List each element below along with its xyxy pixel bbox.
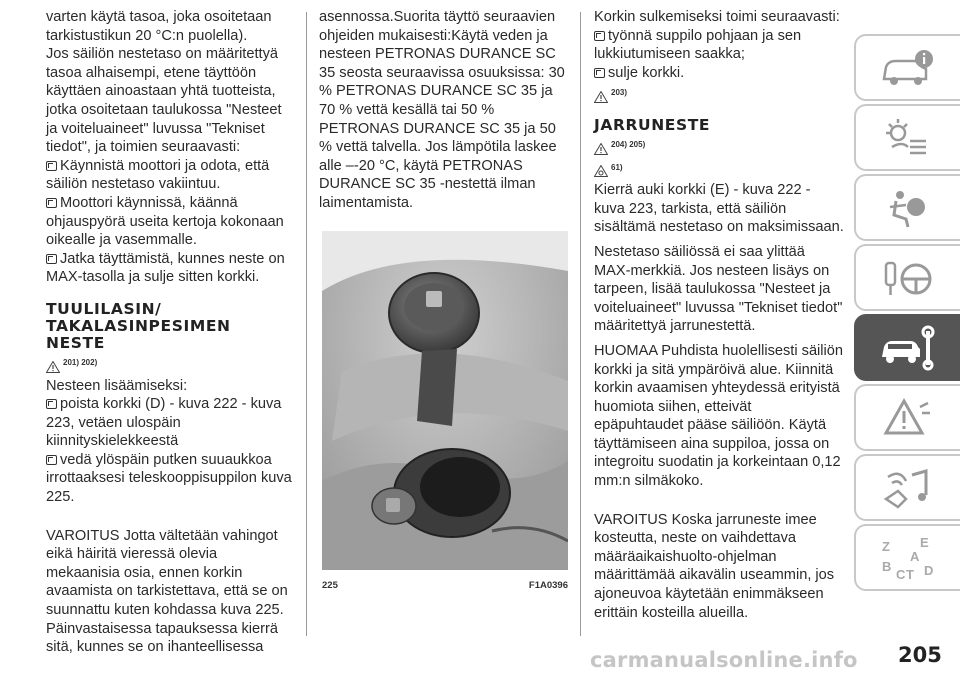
washer-reservoir-photo — [322, 231, 568, 570]
airbag-seat-icon — [876, 183, 940, 233]
paragraph: HUOMAA Puhdista huolellisesti säiliön korkki ja sitä ympäröivä alue. Kiinnitä korkin avaamisen yhteydessä erityistä huomiota siihen, etteivät epäpuhtaudet pääse säiliöön. Käytä täyttämiseen aina suppiloa, jossa on integroitu suodatin ja korkeintaan 0,12 mm:n silmäkoko. — [594, 342, 844, 490]
text-column-2 — [319, 8, 565, 213]
chapter-tabs — [854, 34, 960, 594]
paragraph: varten käytä tasoa, joka osoitetaan tarkistustikun 20 °C:n puolella). — [46, 9, 272, 44]
car-info-icon — [876, 43, 940, 93]
caution-triangle-icon — [594, 165, 608, 177]
caution-refs: 61) — [594, 159, 844, 178]
index-letters-icon — [876, 533, 940, 583]
key-steering-icon — [876, 253, 940, 303]
media-music-icon — [876, 463, 940, 513]
tab-key-steering[interactable] — [854, 244, 960, 311]
tab-warning[interactable] — [854, 384, 960, 451]
index-letter: A — [910, 548, 920, 564]
index-letter: C — [896, 566, 906, 582]
paragraph: Kierrä auki korkki (E) - kuva 222 - kuva 223, tarkista, että säiliön sisältämä nestetaso on maksimissaan. — [594, 182, 844, 236]
car-wrench-icon — [876, 323, 940, 373]
paragraph: Korkin sulkemiseksi toimi seuraavasti: — [594, 9, 840, 25]
page-number: 205 — [898, 643, 942, 667]
paragraph: asennossa.Suorita täyttö seuraavien ohjeiden mukaisesti:Käytä veden ja nesteen PETRONAS DURANCE SC 35 seosta seuraavissa osuuksissa: 30 % PETRONAS DURANCE SC 35 ja 70 % vettä kesällä tai 50 % PETRONAS DURANCE SC 35 ja 50 % vettä talvella. Jos lämpötila laskee alle –-20 °C, käytä PETRONAS DURANCE SC 35 -nestettä ilman laimentamista. — [319, 9, 565, 211]
warning-triangle-icon — [46, 361, 60, 373]
bullet-icon — [46, 198, 57, 208]
tab-dashboard-lights[interactable] — [854, 104, 960, 171]
bullet-icon — [46, 254, 57, 264]
bullet-item: Moottori käynnissä, käännä ohjauspyörä useita kertoja kokonaan oikealle ja vasemmalle. — [46, 194, 284, 249]
column-divider-left — [306, 12, 307, 636]
bullet-icon — [46, 399, 57, 409]
warning-refs: 201) 202) — [46, 354, 294, 373]
index-letter: E — [920, 534, 929, 550]
tab-airbag-seat[interactable] — [854, 174, 960, 241]
bullet-item: poista korkki (D) - kuva 222 - kuva 223, vetäen ulospäin kiinnityskielekkeestä — [46, 396, 282, 450]
bullet-icon — [46, 161, 57, 171]
bullet-item: Käynnistä moottori ja odota, että säiliön nestetaso vakiintuu. — [46, 157, 270, 193]
index-letter: T — [906, 566, 914, 582]
bullet-icon — [46, 455, 57, 465]
tab-car-wrench[interactable] — [854, 314, 960, 381]
figure-washer-reservoir — [322, 231, 568, 570]
index-letter: Z — [882, 538, 890, 554]
tab-media[interactable] — [854, 454, 960, 521]
section-heading: JARRUNESTE — [594, 115, 711, 134]
section-heading: TUULILASIN/ TAKALASINPESIMEN NESTE — [46, 299, 231, 352]
column-divider-right — [580, 12, 581, 636]
paragraph: Nesteen lisäämiseksi: — [46, 377, 188, 394]
text-column-1 — [46, 8, 294, 657]
warning-triangle-icon — [594, 143, 608, 155]
bullet-item: sulje korkki. — [594, 64, 844, 83]
dashboard-lights-icon — [876, 113, 940, 163]
tab-car-info[interactable] — [854, 34, 960, 101]
bullet-icon — [594, 31, 605, 41]
figure-number: 225 — [322, 580, 338, 591]
index-letter: B — [882, 558, 892, 574]
bullet-icon — [594, 68, 605, 78]
paragraph: VAROITUS Jotta vältetään vahingot eikä häiritä vieressä olevia mekaanisia osia, ennen korkin avaamista on tarkistettava, että se on suunnattu kuten kohdassa kuva 225. Päinvastaisessa tapauksessa kierrä sitä, kunnes se on ihanteellisessa — [46, 527, 288, 656]
warning-refs: 203) — [594, 84, 844, 103]
bullet-item: Jatka täyttämistä, kunnes neste on MAX-tasolla ja sulje sitten korkki. — [46, 250, 285, 286]
paragraph: Jos säiliön nestetaso on määritettyä tasoa alhaisempi, etene täyttöön käyttäen ainoastaan yhtä tuotteista, jotka osoitetaan taulukossa "Nesteet ja voiteluaineet" luvussa "Tekniset tiedot", ja toimien seuraavasti: — [46, 46, 282, 156]
paragraph: Nestetaso säiliössä ei saa ylittää MAX-merkkiä. Jos nesteen lisäys on tarpeen, lisää taulukossa "Nesteet ja voiteluaineet" luvussa "Tekniset tiedot" määritettyä jarrunestettä. — [594, 243, 843, 335]
warning-refs: 204) 205) — [594, 136, 844, 155]
warning-triangle-icon — [876, 393, 940, 443]
figure-code: F1A0396 — [528, 580, 568, 591]
tab-index[interactable] — [854, 524, 960, 591]
text-column-3 — [594, 8, 844, 622]
watermark: carmanualsonline.info — [590, 648, 858, 672]
index-letter: D — [924, 562, 934, 578]
paragraph: VAROITUS Koska jarruneste imee kosteutta, neste on vaihdettava määräaikaishuolto-ohjelman määrittämää aikavälin useammin, jos ajoneuvoa käytetään enimmäkseen erittäin kosteilla alueilla. — [594, 511, 835, 621]
bullet-item: vedä ylöspäin putken suuaukkoa irrottaaksesi teleskooppisuppilon kuva 225. — [46, 451, 292, 506]
warning-triangle-icon — [594, 91, 608, 103]
bullet-item: työnnä suppilo pohjaan ja sen lukkiutumiseen saakka; — [594, 27, 802, 63]
